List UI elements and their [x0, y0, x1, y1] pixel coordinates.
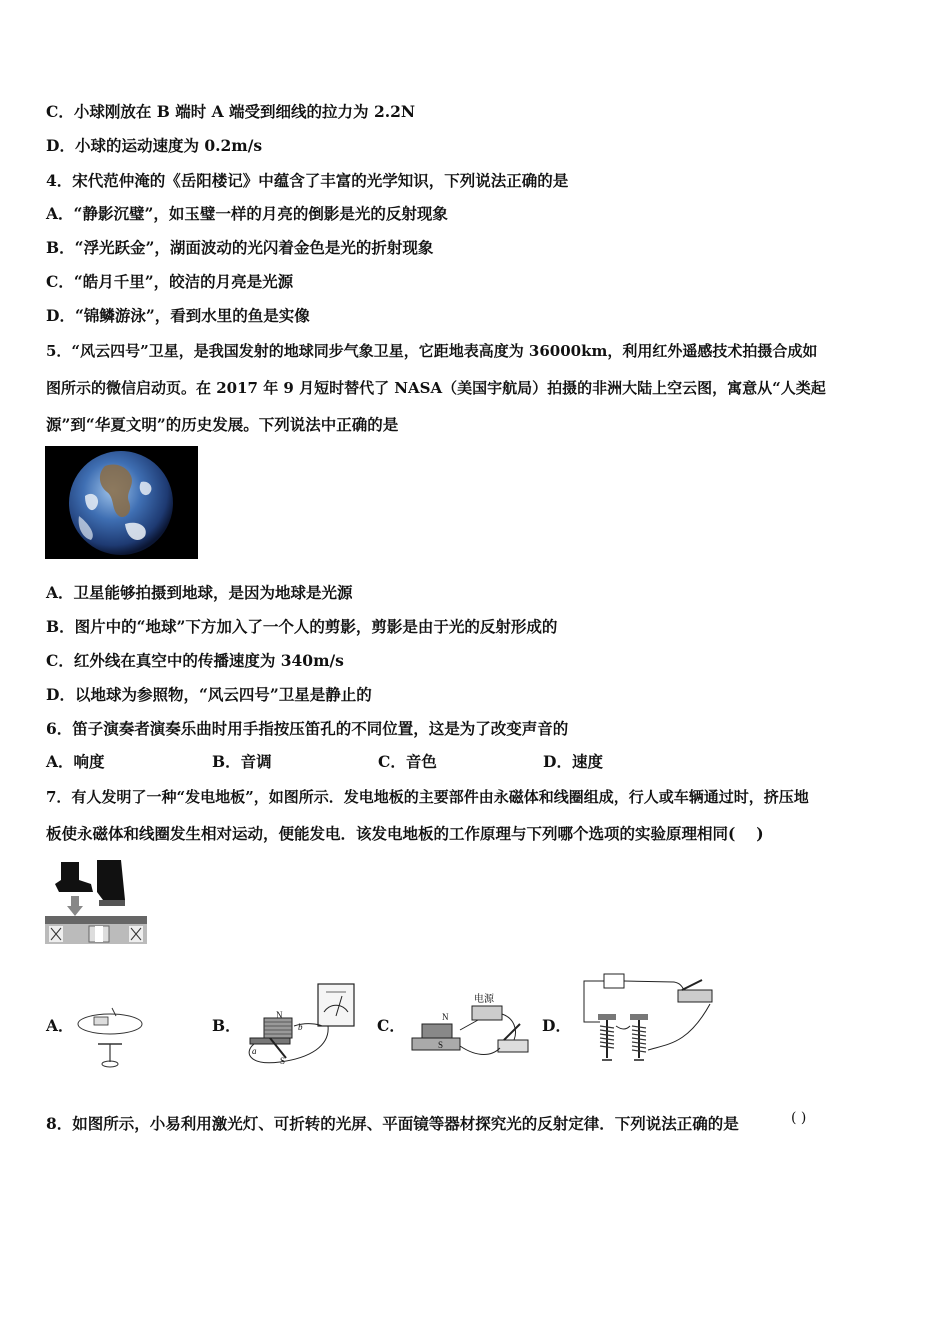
option-a-figure: [76, 1004, 146, 1070]
q6-stem: 6．笛子演奏者演奏乐曲时用手指按压笛孔的不同位置，这是为了改变声音的: [46, 719, 569, 738]
q7-stem-line1: 7．有人发明了一种“发电地板”，如图所示．发电地板的主要部件由永磁体和线圈组成，行人或车辆通过时，挤压地: [46, 788, 809, 806]
q4-option-c: C．“皓月千里”，皎洁的月亮是光源: [46, 272, 294, 291]
q7-stem-line2: 板使永磁体和线圈发生相对运动，便能发电．该发电地板的工作原理与下列哪个选项的实验原理相同( ): [46, 824, 764, 843]
q5-stem-line3: 源”到“华夏文明”的历史发展。下列说法中正确的是: [46, 415, 399, 434]
q7-option-a-label: A．: [46, 1016, 74, 1035]
q4-option-b: B．“浮光跃金”，湖面波动的光闪着金色是光的折射现象: [46, 238, 434, 257]
q6-option-a: A．响度: [46, 752, 105, 771]
q6-option-c: C．音色: [378, 752, 437, 771]
q3-option-c: C．小球刚放在 B 端时 A 端受到细线的拉力为 2.2N: [46, 102, 416, 121]
option-c-s-label: S: [438, 1040, 444, 1050]
q8-answer-paren: ( ): [791, 1110, 807, 1126]
q5-stem-line2: 图所示的微信启动页。在 2017 年 9 月短时替代了 NASA（美国宇航局）拍摄的非洲大陆上空云图，寓意从“人类起: [46, 379, 826, 397]
option-b-a-label: a: [252, 1046, 257, 1056]
q4-stem: 4．宋代范仲淹的《岳阳楼记》中蕴含了丰富的光学知识，下列说法正确的是: [46, 171, 569, 190]
option-b-b-label: b: [298, 1022, 303, 1032]
q5-option-c: C．红外线在真空中的传播速度为 340m/s: [46, 651, 344, 670]
q4-option-a: A．“静影沉璧”，如玉璧一样的月亮的倒影是光的反射现象: [46, 204, 448, 223]
option-c-power-label: 电源: [474, 994, 494, 1005]
q3-option-d: D．小球的运动速度为 0.2m/s: [46, 136, 263, 155]
q5-option-d: D．以地球为参照物，“风云四号”卫星是静止的: [46, 685, 372, 704]
q7-option-b-label: B．: [212, 1016, 241, 1035]
q5-option-a: A．卫星能够拍摄到地球，是因为地球是光源: [46, 583, 353, 602]
q6-option-b: B．音调: [212, 752, 272, 771]
option-b-figure: [240, 982, 358, 1068]
option-c-figure: [408, 990, 534, 1064]
option-b-s-label: S: [280, 1056, 286, 1066]
q7-option-c-label: C．: [377, 1016, 405, 1035]
q7-option-d-label: D．: [542, 1016, 571, 1035]
q4-option-d: D．“锦鳞游泳”，看到水里的鱼是实像: [46, 306, 310, 325]
option-b-n-label: N: [276, 1010, 283, 1020]
q6-option-d: D．速度: [543, 752, 603, 771]
q5-option-b: B．图片中的“地球”下方加入了一个人的剪影，剪影是由于光的反射形成的: [46, 617, 558, 636]
power-floor-figure: [45, 856, 149, 946]
earth-photo: [45, 446, 198, 559]
q5-stem-line1: 5．“风云四号”卫星，是我国发射的地球同步气象卫星，它距地表高度为 36000km，利用红外遥感技术拍摄合成如: [46, 342, 818, 360]
option-c-n-label: N: [442, 1012, 449, 1022]
q8-stem: 8．如图所示，小易利用激光灯、可折转的光屏、平面镜等器材探究光的反射定律．下列说法正确的是: [46, 1114, 739, 1133]
option-d-figure: [578, 970, 720, 1066]
